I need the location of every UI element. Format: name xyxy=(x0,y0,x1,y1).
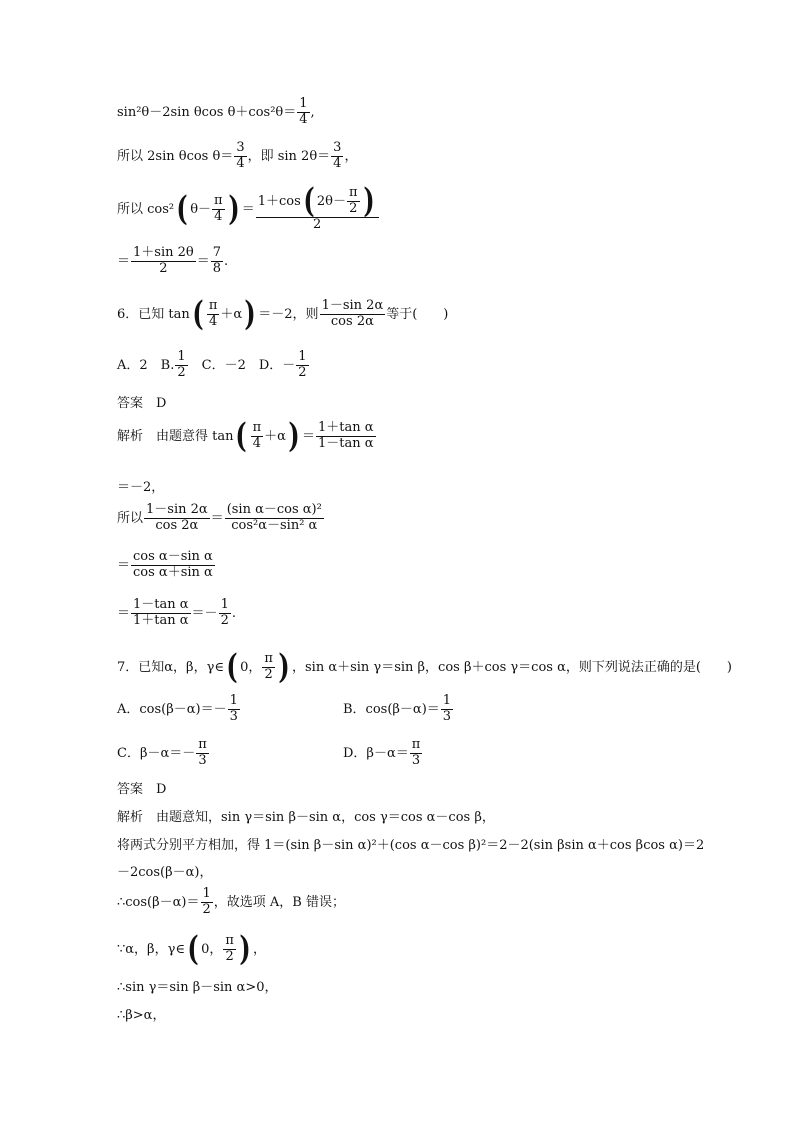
text: θ－ xyxy=(190,201,212,217)
numerator: π xyxy=(411,737,421,752)
numerator: 1 xyxy=(442,693,452,708)
text: ＝ xyxy=(210,510,224,526)
denominator: cos 2α xyxy=(330,313,374,329)
answer-7: 答案 D xyxy=(117,782,167,797)
fraction xyxy=(223,934,236,965)
denominator: 4 xyxy=(214,208,223,224)
numerator: 1－tan α xyxy=(133,597,189,612)
numerator: 3 xyxy=(236,140,245,155)
fraction xyxy=(316,421,376,452)
fraction xyxy=(131,550,215,581)
text: ＝ xyxy=(117,557,131,573)
solution-6-line-5 xyxy=(117,598,236,629)
text: ，即 sin 2θ＝ xyxy=(247,148,331,164)
line-1 xyxy=(117,97,315,128)
solution-7-line-1: 解析 由题意知，sin γ＝sin β－sin α，cos γ＝cos α－cos β， xyxy=(117,810,495,825)
text: C．－2 D．－ xyxy=(188,357,296,373)
numerator: (sin α－cos α)² xyxy=(226,502,322,517)
text: ＝ xyxy=(117,253,131,269)
solution-7-line-2: 将两式分别平方相加，得 1＝(sin β－sin α)²＋(cos α－cos β)²＝2－2(sin βsin α＋cos βcos α)＝2 xyxy=(117,838,705,853)
denominator: 2 xyxy=(177,364,186,380)
text: 0， xyxy=(201,941,223,957)
numerator: 1＋sin 2θ xyxy=(133,245,194,260)
text: ，sin α＋sin γ＝sin β，cos β＋cos γ＝cos α，则下列说法正确的是( ) xyxy=(291,659,732,675)
bracket-right: ) xyxy=(244,293,256,334)
numerator: 7 xyxy=(212,245,222,260)
text: 0， xyxy=(240,659,262,675)
denominator: 2 xyxy=(202,901,211,917)
fraction xyxy=(144,503,210,534)
denominator: 2 xyxy=(225,948,234,964)
text: 解析 由题意得 tan xyxy=(117,428,234,444)
option-a xyxy=(117,694,241,725)
numerator: 1 xyxy=(299,96,308,111)
solution-6-line-3 xyxy=(117,503,325,534)
numerator: π xyxy=(214,192,223,208)
text: ， xyxy=(344,148,358,164)
text: 所以 xyxy=(117,510,144,526)
fraction xyxy=(234,141,246,172)
text: . xyxy=(231,605,236,621)
denominator: 4 xyxy=(333,155,342,171)
denominator: 2 xyxy=(264,666,273,682)
text: 所以 cos² xyxy=(117,201,175,217)
numerator: π xyxy=(264,651,273,666)
denominator: 1＋tan α xyxy=(133,612,189,628)
text: ＝－2，则 xyxy=(258,306,319,322)
line-4 xyxy=(117,246,228,277)
fraction xyxy=(262,652,275,683)
text: C．β－α＝－ xyxy=(117,745,196,761)
denominator: 8 xyxy=(212,260,222,276)
fraction xyxy=(207,299,220,330)
numerator: 1 xyxy=(229,693,238,708)
text: sin²θ－2sin θcos θ＋cos²θ＝ xyxy=(117,104,297,120)
text: B．cos(β－α)＝ xyxy=(343,701,440,717)
fraction xyxy=(212,194,225,225)
text: ＝ xyxy=(241,201,255,217)
text: 6．已知 tan xyxy=(117,306,190,322)
text: ，故选项 A，B 错误； xyxy=(213,894,345,910)
numerator: 1 xyxy=(220,597,229,612)
denominator: 1－tan α xyxy=(318,435,374,451)
bracket-right: ) xyxy=(288,415,300,456)
text: ＝ xyxy=(117,605,131,621)
fraction xyxy=(347,186,360,217)
text: A．cos(β－α)＝－ xyxy=(117,701,227,717)
fraction xyxy=(228,694,240,725)
fraction xyxy=(211,246,223,277)
bracket-left: ( xyxy=(176,188,188,229)
numerator: 1－sin 2α xyxy=(146,502,208,517)
numerator: 1＋tan α xyxy=(318,420,374,435)
fraction xyxy=(331,141,343,172)
numerator: π xyxy=(348,185,358,200)
numerator: π xyxy=(225,933,234,948)
fraction xyxy=(225,503,324,534)
numerator: 1 xyxy=(177,349,186,364)
bracket-left: ( xyxy=(226,646,238,687)
text: ＋α xyxy=(220,306,243,322)
solution-7-line-4 xyxy=(117,887,345,918)
fraction xyxy=(131,598,191,629)
fraction xyxy=(131,246,196,277)
denominator: 2 xyxy=(298,364,307,380)
text: ∵α，β，γ∈ xyxy=(117,941,185,957)
text: ＋α xyxy=(264,428,286,444)
fraction xyxy=(201,887,213,918)
denominator: 4 xyxy=(236,155,245,171)
denominator: cos 2α xyxy=(155,517,199,533)
numerator: π xyxy=(208,298,218,313)
bracket-left: ( xyxy=(192,293,204,334)
denominator: 2 xyxy=(159,260,168,276)
solution-6-line-4 xyxy=(117,550,216,581)
denominator: 2 xyxy=(349,200,358,216)
text: ， xyxy=(252,941,266,957)
numerator: 1 xyxy=(202,886,211,901)
numerator: cos α－sin α xyxy=(133,549,213,564)
denominator: cos²α－sin² α xyxy=(231,517,318,533)
bracket-left: ( xyxy=(187,928,199,969)
bracket-right: ) xyxy=(278,646,290,687)
denominator: 4 xyxy=(299,111,308,127)
bracket-left: ( xyxy=(303,180,315,221)
text: 1＋cos xyxy=(257,193,301,209)
fraction xyxy=(410,738,423,769)
denominator: 2 xyxy=(313,216,322,232)
text: 7．已知α，β，γ∈ xyxy=(117,659,224,675)
solution-6-line-2: ＝－2， xyxy=(117,480,165,495)
numerator: 1－sin 2α xyxy=(321,298,384,313)
question-6 xyxy=(117,293,449,334)
fraction xyxy=(196,738,209,769)
question-6-options xyxy=(117,350,310,381)
denominator: 3 xyxy=(411,752,421,768)
numerator: π xyxy=(198,737,207,752)
bracket-right: ) xyxy=(239,928,251,969)
denominator: 4 xyxy=(252,435,261,451)
denominator: 3 xyxy=(229,708,238,724)
bracket-left: ( xyxy=(235,415,248,456)
bracket-right: ) xyxy=(228,188,240,229)
fraction xyxy=(175,350,187,381)
text: 2θ－ xyxy=(316,193,346,209)
denominator: 3 xyxy=(198,752,207,768)
solution-7-line-7: ∴β>α， xyxy=(117,1008,166,1023)
fraction xyxy=(320,299,386,330)
denominator: 3 xyxy=(442,708,452,724)
text: ＝ xyxy=(302,428,316,444)
text: 所以 2sin θcos θ＝ xyxy=(117,148,234,164)
option-d xyxy=(343,738,423,769)
text: A．2 B. xyxy=(117,357,175,373)
line-3 xyxy=(117,180,380,233)
option-b xyxy=(343,694,454,725)
text: 等于( ) xyxy=(386,306,449,322)
text: , xyxy=(310,104,315,120)
fraction xyxy=(297,97,309,128)
question-7 xyxy=(117,646,732,687)
numerator: 1 xyxy=(298,349,307,364)
solution-6-line-1 xyxy=(117,415,377,456)
numerator: 3 xyxy=(333,140,342,155)
line-2 xyxy=(117,141,357,172)
numerator: π xyxy=(252,420,262,435)
solution-7-line-3: －2cos(β－α)， xyxy=(117,865,213,880)
fraction xyxy=(251,421,264,452)
denominator: cos α＋sin α xyxy=(133,564,213,580)
text: ＝－ xyxy=(191,605,218,621)
numerator xyxy=(256,180,379,221)
fraction xyxy=(296,350,308,381)
denominator: 2 xyxy=(220,612,229,628)
denominator: 4 xyxy=(208,313,218,329)
option-c xyxy=(117,738,210,769)
solution-7-line-6: ∴sin γ＝sin β－sin α>0， xyxy=(117,980,278,995)
fraction xyxy=(441,694,453,725)
text: D．β－α＝ xyxy=(343,745,409,761)
bracket-right: ) xyxy=(362,180,375,221)
text: ∴cos(β－α)＝ xyxy=(117,894,200,910)
answer-6: 答案 D xyxy=(117,396,167,411)
text: ＝ xyxy=(196,253,210,269)
solution-7-line-5 xyxy=(117,928,266,969)
text: . xyxy=(224,253,229,269)
fraction xyxy=(256,180,379,233)
fraction xyxy=(219,598,231,629)
